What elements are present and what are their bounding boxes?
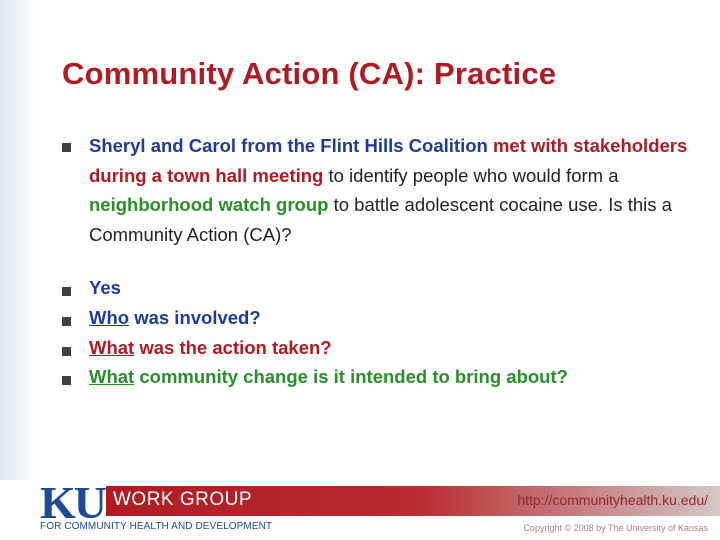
para-text-6: neighborhood watch group: [89, 194, 329, 215]
bullet-1: [62, 143, 71, 152]
bullet-4: [62, 347, 71, 356]
work-group-label: WORK GROUP: [113, 489, 253, 510]
para-text-7: to battle adolescent cocaine use. Is this a Community Action (CA)?: [89, 194, 672, 245]
what-question-rest: was the action taken?: [134, 337, 332, 358]
who-question: [89, 307, 261, 329]
change-question: [89, 366, 568, 388]
para-text-4: met with stakeholders during a town hall meeting: [89, 135, 688, 186]
slide-title: Community Action (CA): Practice: [62, 56, 557, 91]
footer-url[interactable]: http://communityhealth.ku.edu/: [517, 492, 708, 508]
left-accent-bar: [0, 0, 34, 480]
what-keyword: What: [89, 337, 135, 358]
copyright-text: Copyright © 2008 by The University of Kansas: [523, 523, 708, 533]
answer-yes: [89, 277, 121, 299]
what-question: [89, 337, 332, 359]
para-text-2: Flint Hills Coalition: [320, 135, 488, 156]
para-text-1: Sheryl and Carol from the: [89, 135, 321, 156]
footer-subline: FOR COMMUNITY HEALTH AND DEVELOPMENT: [40, 521, 273, 532]
who-question-rest: was involved?: [129, 307, 261, 328]
bullet-5: [62, 376, 71, 385]
question-paragraph: [89, 131, 689, 249]
bullet-2: [62, 287, 71, 296]
who-keyword: Who: [89, 307, 130, 328]
ku-logo: KU: [40, 477, 105, 528]
para-text-5: to identify people who would form a: [323, 164, 619, 186]
answer-yes-text: Yes: [89, 277, 121, 298]
change-keyword: What: [89, 366, 135, 387]
change-question-rest: community change is it intended to bring about?: [134, 366, 568, 387]
bullet-3: [62, 317, 71, 326]
